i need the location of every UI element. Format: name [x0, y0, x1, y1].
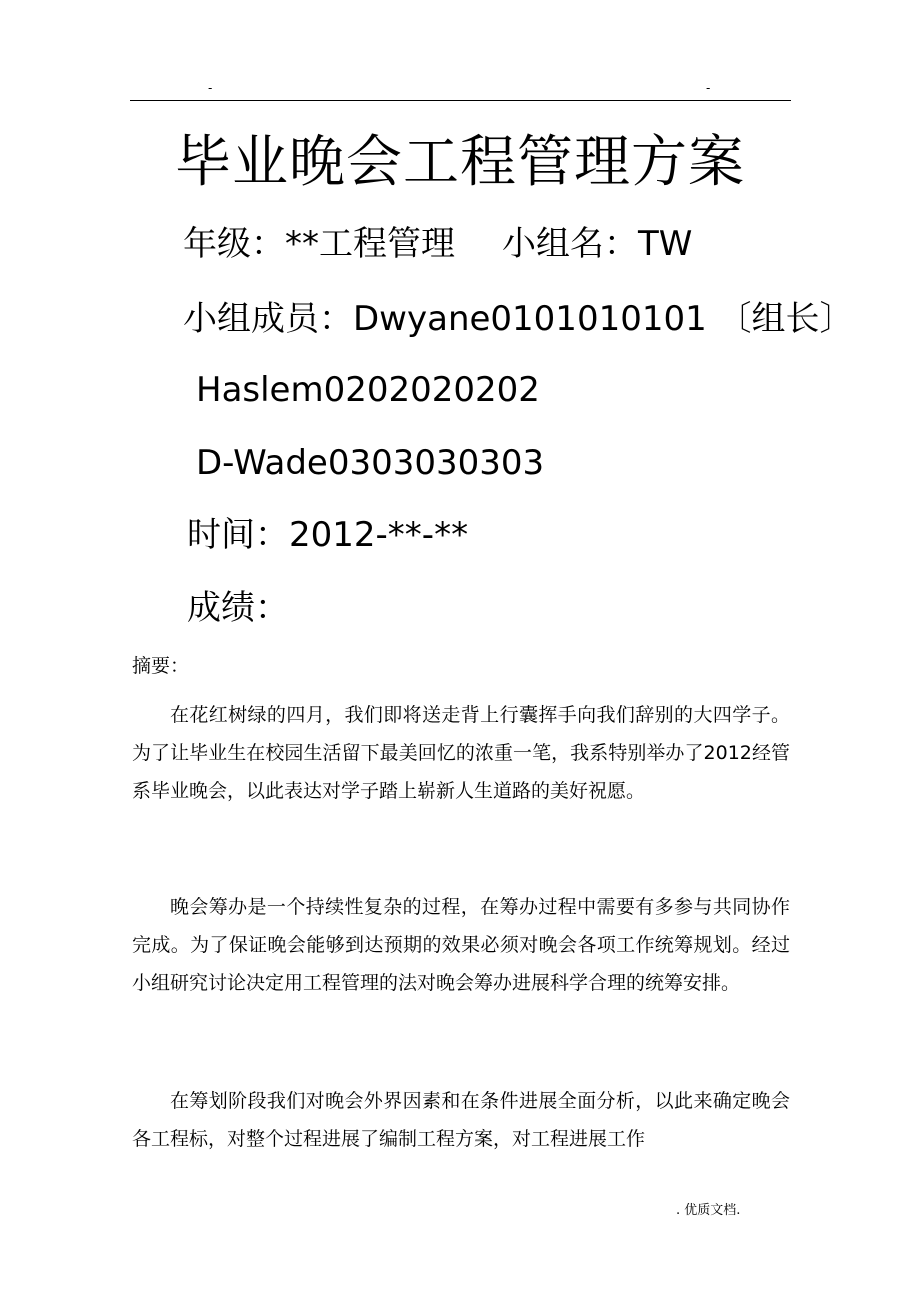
group-name-line: 小组名：TW — [502, 224, 693, 264]
grade-line: 年级：**工程管理 — [183, 224, 455, 264]
member-2-line: Haslem0202020202 — [196, 370, 540, 410]
header-mark-right: - — [706, 81, 711, 95]
score-line: 成绩： — [187, 588, 289, 628]
abstract-paragraph-1: 在花红树绿的四月，我们即将送走背上行囊挥手向我们辞别的大四学子。为了让毕业生在校园生活留下最美回忆的浓重一笔，我系特别举办了2012经管系毕业晚会，以此表达对学子踏上崭新人生道路的美好祝愿。 — [132, 704, 790, 802]
document-title: 毕业晚会工程管理方案 — [175, 130, 745, 195]
abstract-paragraph-3: 在筹划阶段我们对晚会外界因素和在条件进展全面分析，以此来确定晚会各工程标，对整个过程进展了编制工程方案，对工程进展工作 — [132, 1090, 790, 1150]
page-footer: . 优质文档. — [676, 1203, 741, 1218]
header-rule — [130, 100, 791, 101]
header-mark-left: - — [208, 81, 213, 95]
member-3-line: D-Wade0303030303 — [196, 443, 545, 483]
abstract-label: 摘要： — [132, 655, 190, 677]
members-line: 小组成员：Dwyane0101010101 〔组长〕 — [183, 299, 854, 339]
abstract-paragraph-2: 晚会筹办是一个持续性复杂的过程，在筹办过程中需要有多参与共同协作完成。为了保证晚会能够到达预期的效果必须对晚会各项工作统筹规划。经过小组研究讨论决定用工程管理的法对晚会筹办进展科学合理的统筹安排。 — [132, 896, 790, 994]
time-line: 时间：2012-**-** — [187, 515, 469, 555]
